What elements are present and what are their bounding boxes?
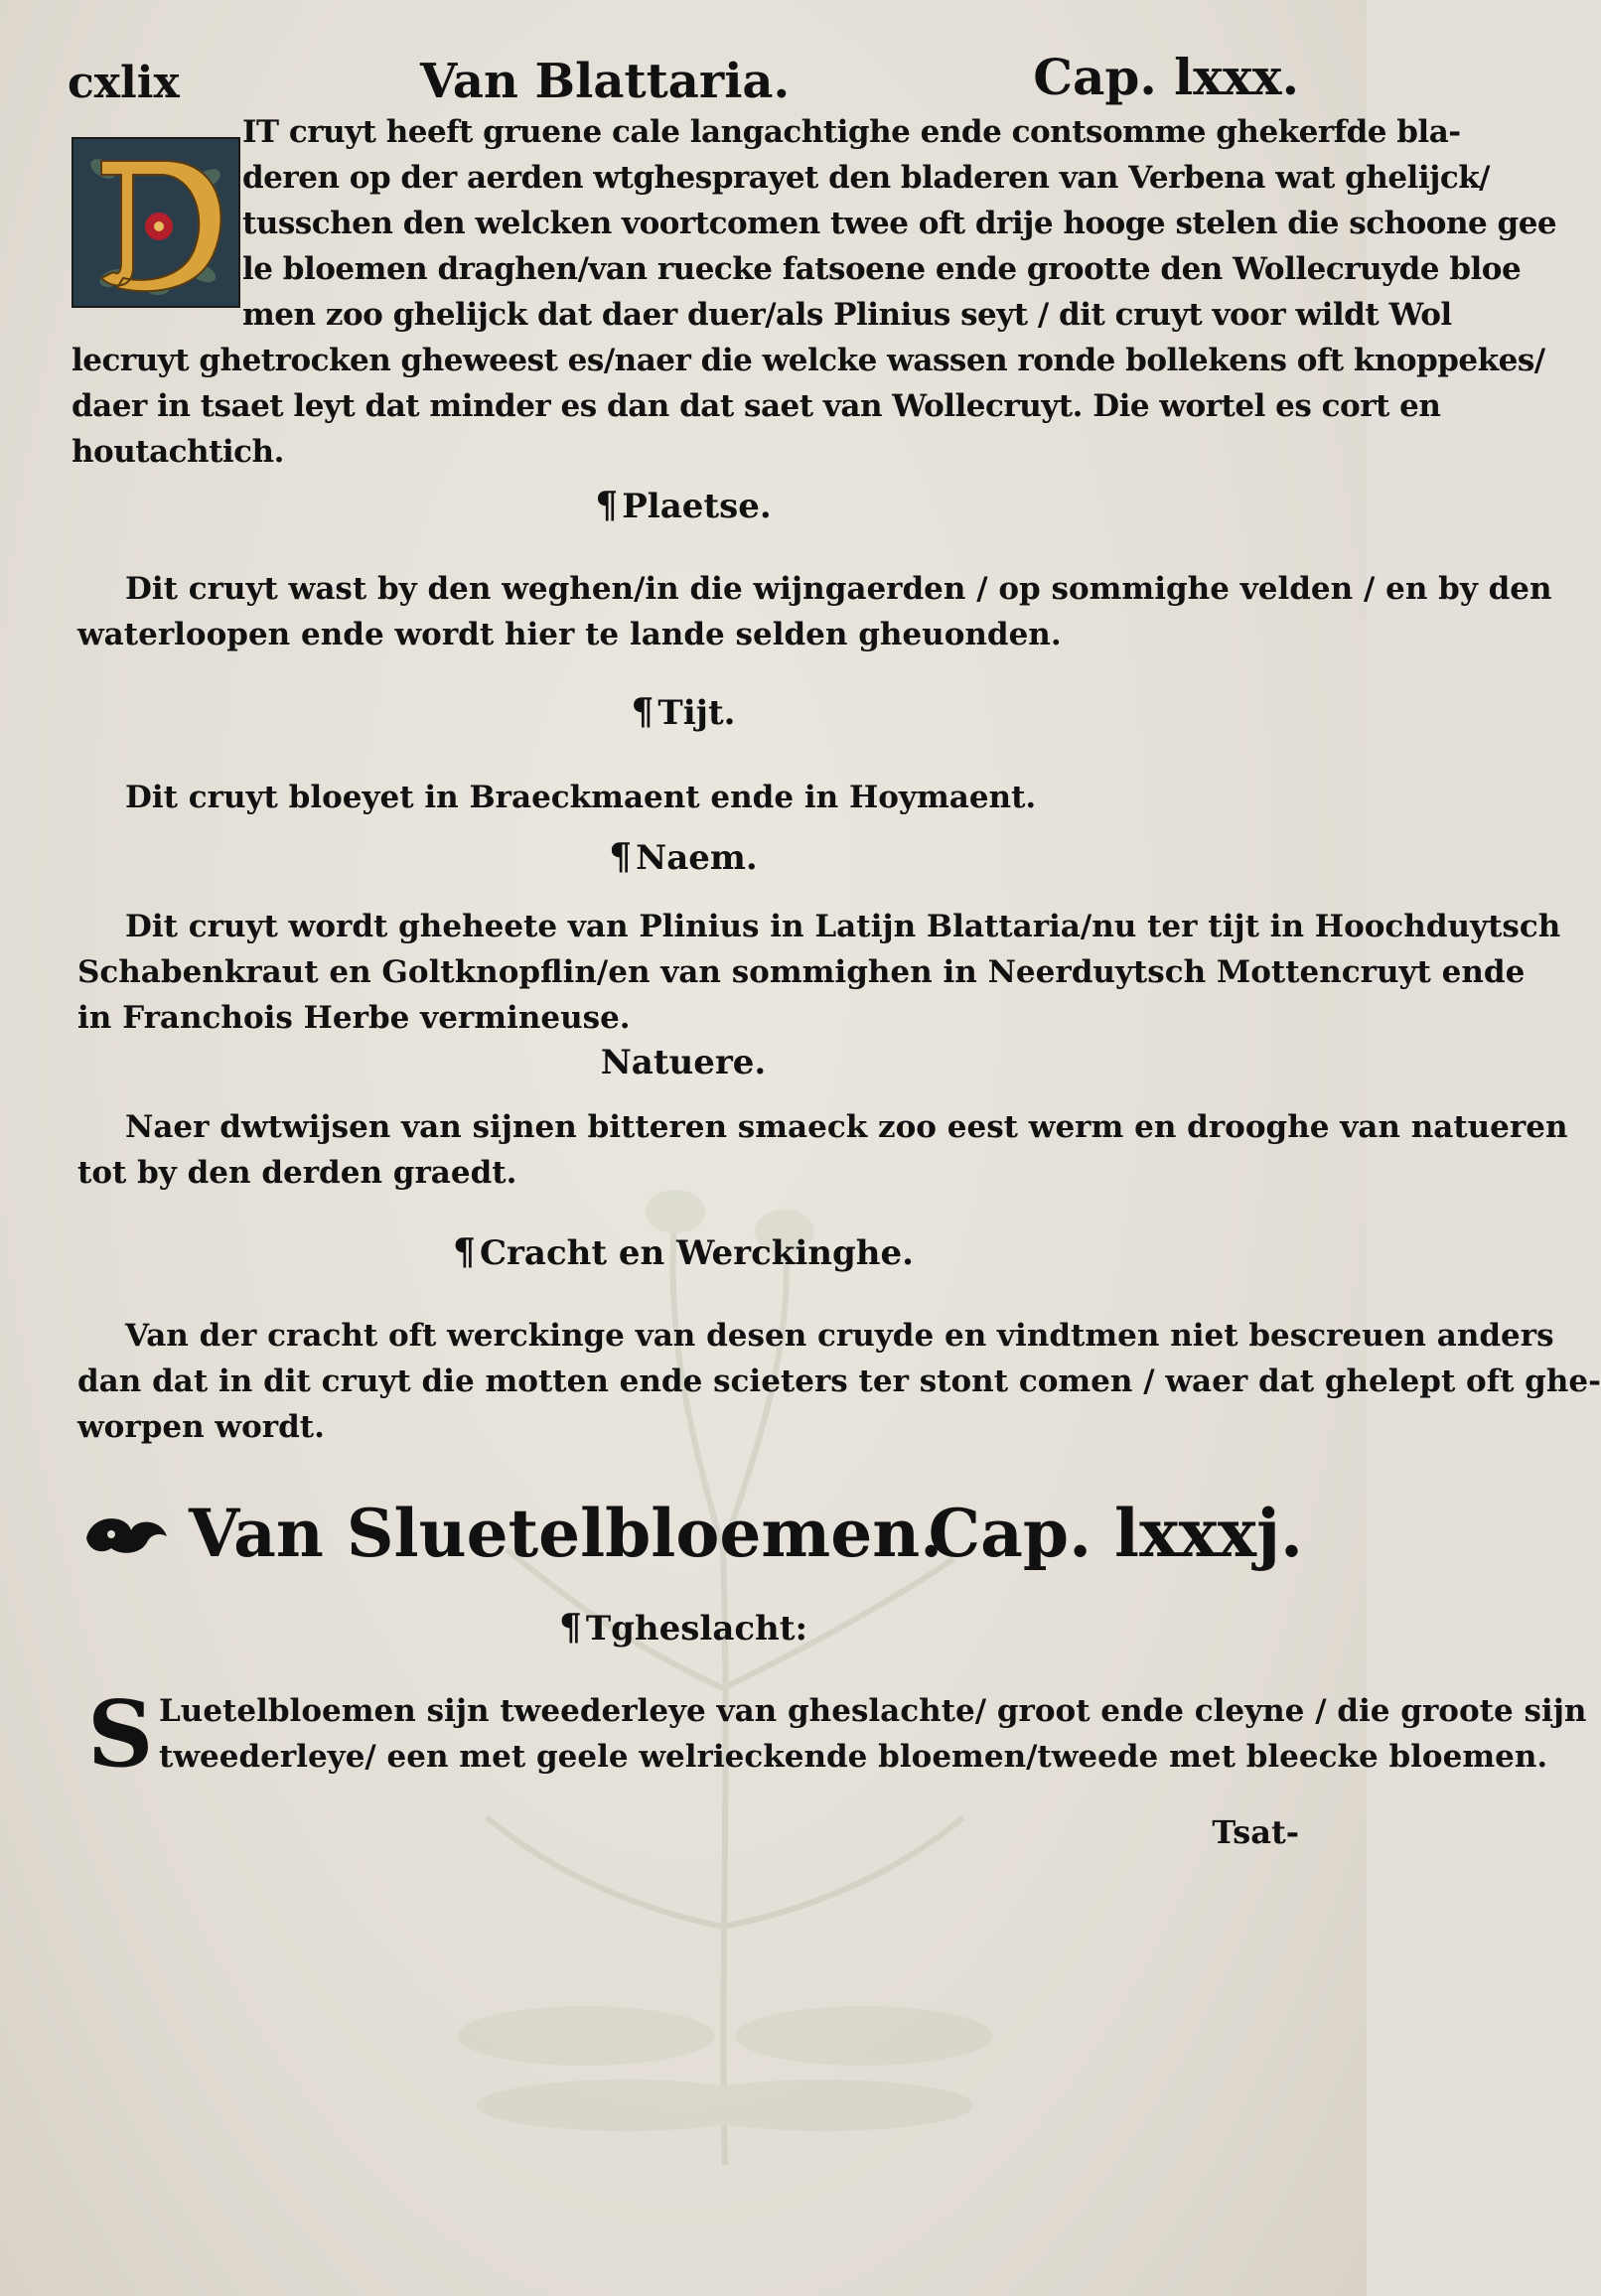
text-line: tweederleye/ een met geele welrieckende bloemen/tweede met bleecke bloemen. <box>159 1739 1548 1775</box>
text-line: Dit cruyt wast by den weghen/in die wijngaerden / op sommighe velden / en by den <box>125 571 1552 607</box>
text-line: tusschen den welcken voortcomen twee oft drije hooge stelen die schoone gee <box>242 206 1557 241</box>
section-heading-plaetse: ¶ Plaetse. <box>595 485 772 526</box>
intro-paragraph <box>72 109 1557 475</box>
folio-number: cxlix <box>68 58 180 108</box>
paragraph-mark-icon: ¶ <box>558 1607 582 1649</box>
text-line: waterloopen ende wordt hier te lande selden gheuonden. <box>77 617 1062 652</box>
running-title: Van Blattaria. <box>420 54 791 109</box>
next-chapter-title-row <box>81 1495 1303 1574</box>
running-header <box>68 48 1299 107</box>
section-heading-cracht: ¶ Cracht en Werckinghe. <box>453 1231 914 1273</box>
text-line: lecruyt ghetrocken gheweest es/naer die welcke wassen ronde bollekens oft knoppekes/ <box>72 343 1545 378</box>
text-line: Dit cruyt wordt gheheete van Plinius in Latijn Blattaria/nu ter tijt in Hoochduytsch <box>125 909 1561 944</box>
text-line: Van der cracht oft werckinge van desen cruyde en vindtmen niet bescreuen anders <box>125 1318 1554 1354</box>
section-heading-naem: ¶ Naem. <box>609 836 758 878</box>
text-line: le bloemen draghen/van ruecke fatsoene ende grootte den Wollecruyde bloe <box>242 251 1522 287</box>
paragraph-mark-icon: ¶ <box>609 836 633 878</box>
section-body-naem <box>77 904 1561 1041</box>
text-line: deren op der aerden wtghesprayet den bladeren van Verbena wat ghelijck/ <box>242 160 1490 196</box>
section-heading-gheslacht: ¶ Tgheslacht: <box>558 1607 808 1649</box>
text-line: tot by den derden graedt. <box>77 1155 517 1191</box>
section-heading-natuere: Natuere. <box>600 1043 767 1082</box>
section-body-gheslacht <box>159 1688 1587 1780</box>
chapter-number: Cap. lxxx. <box>1033 48 1299 106</box>
section-body-cracht <box>77 1313 1601 1450</box>
paragraph-mark-icon: ¶ <box>453 1231 476 1273</box>
section-body-natuere <box>77 1104 1568 1196</box>
text-line: Luetelbloemen sijn tweederleye van gheslachte/ groot ende cleyne / die groote sijn <box>159 1693 1587 1729</box>
section-heading-tijt: ¶ Tijt. <box>631 691 736 733</box>
text-line: Schabenkraut en Goltknopflin/en van sommighen in Neerduytsch Mottencruyt ende <box>77 954 1526 990</box>
paragraph-mark-icon: ¶ <box>595 485 619 526</box>
text-line: in Franchois Herbe vermineuse. <box>77 1000 631 1036</box>
paragraph-mark-icon: ¶ <box>631 691 655 733</box>
catchword: Tsat- <box>1212 1813 1299 1851</box>
text-line: houtachtich. <box>72 434 284 470</box>
next-chapter-title: Van Sluetelbloemen. <box>189 1495 944 1572</box>
section-body-plaetse <box>77 566 1552 657</box>
fleuron-icon <box>81 1508 171 1558</box>
text-line: Naer dwtwijsen van sijnen bitteren smaeck zoo eest werm en drooghe van natueren <box>125 1109 1568 1145</box>
initial-letter-s: S <box>87 1680 154 1788</box>
text-line: worpen wordt. <box>77 1409 325 1445</box>
text-line: dan dat in dit cruyt die motten ende scieters ter stont comen / waer dat ghelept oft ghe- <box>77 1363 1601 1399</box>
text-line: IT cruyt heeft gruene cale langachtighe ende contsomme ghekerfde bla- <box>242 114 1461 150</box>
section-body-tijt <box>119 775 1301 820</box>
text-line: men zoo ghelijck dat daer duer/als Plinius seyt / dit cruyt voor wildt Wol <box>242 297 1452 333</box>
text-line: Dit cruyt bloeyet in Braeckmaent ende in Hoymaent. <box>125 780 1037 815</box>
text-line: daer in tsaet leyt dat minder es dan dat saet van Wollecruyt. Die wortel es cort en <box>72 388 1441 424</box>
next-chapter-number: Cap. lxxxj. <box>928 1495 1303 1572</box>
